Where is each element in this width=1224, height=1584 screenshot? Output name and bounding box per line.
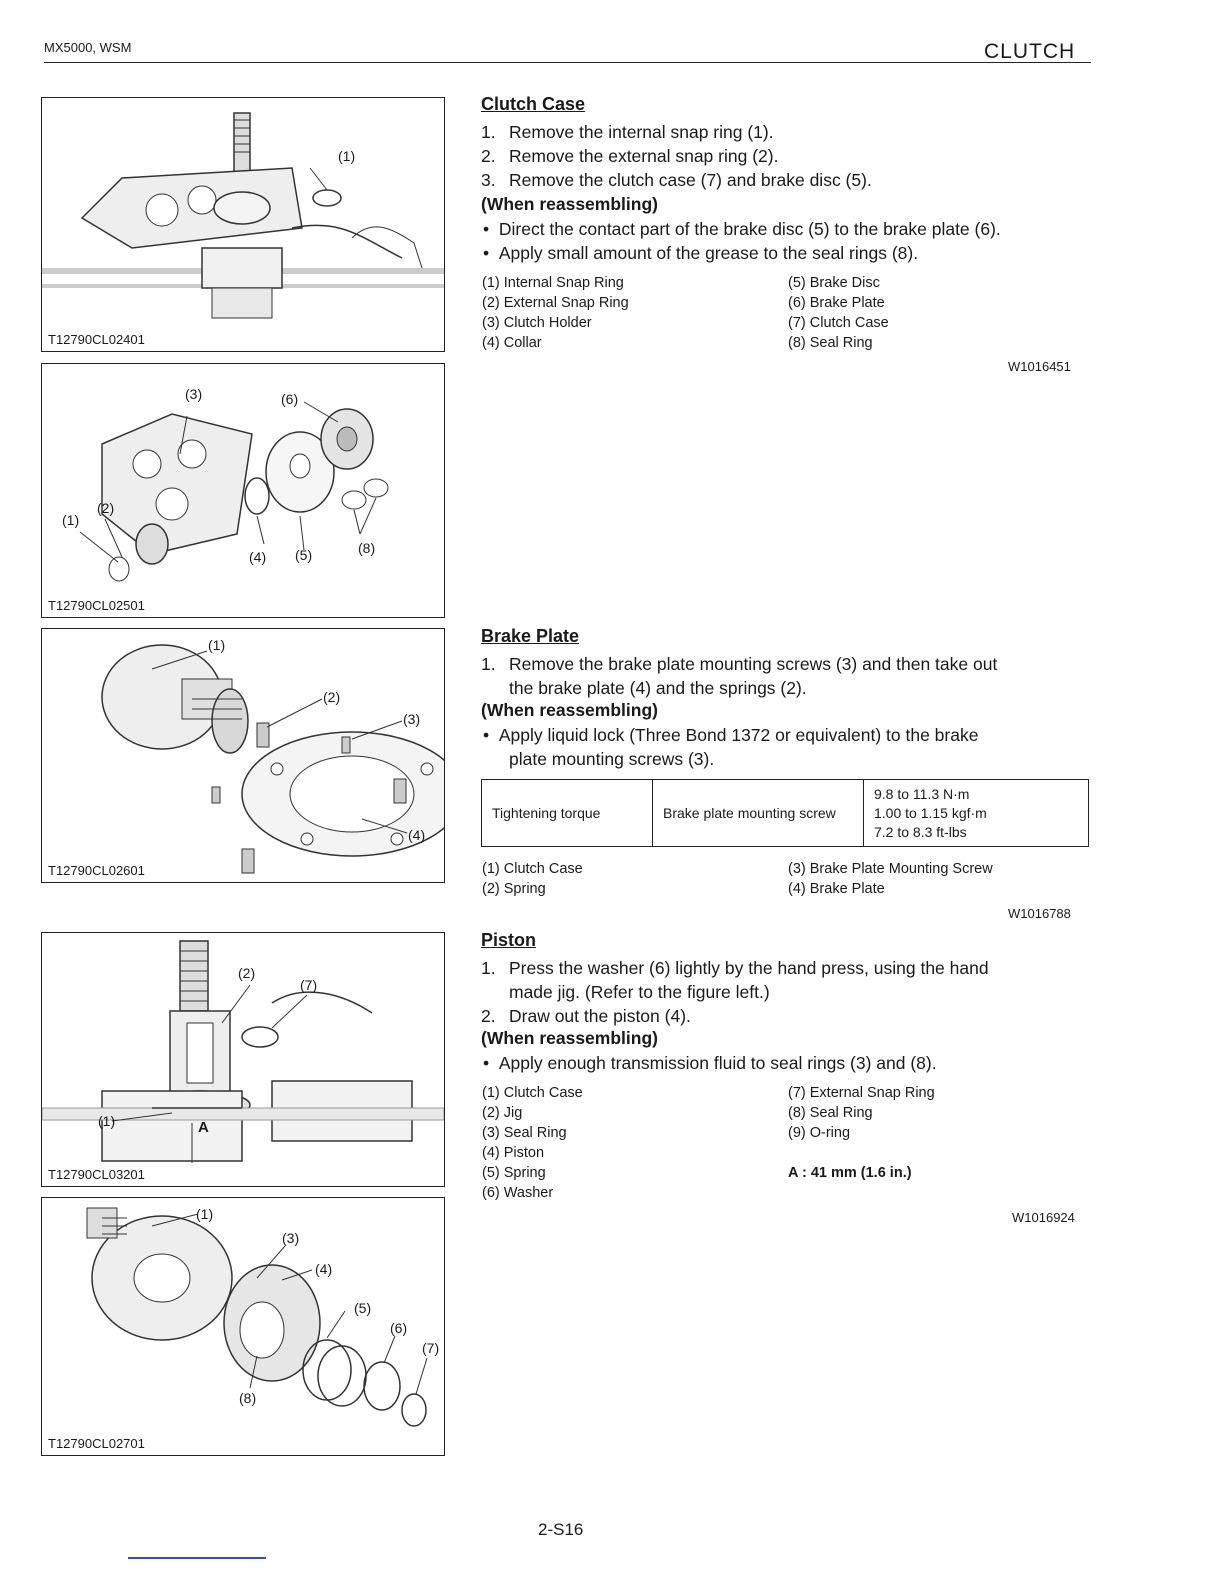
figure-id: T12790CL02501: [48, 598, 145, 613]
brake-plate-step-1: [481, 652, 997, 676]
callout-6: (6): [390, 1320, 408, 1336]
callout-2: (2): [238, 965, 256, 981]
figure-id: T12790CL03201: [48, 1167, 145, 1182]
figure-id: T12790CL02401: [48, 332, 145, 347]
legend-item: (3) Seal Ring: [482, 1125, 567, 1141]
step-text: Remove the external snap ring (2).: [509, 146, 779, 166]
step-number: 3.: [481, 170, 496, 190]
header-divider: [44, 62, 1091, 63]
step-text: Remove the brake plate mounting screws (3) and then take out: [509, 654, 998, 674]
brake-plate-bullet-1: • Apply liquid lock (Three Bond 1372 or equivalent) to the brake: [483, 725, 979, 745]
clutch-case-code: W1016451: [1008, 359, 1071, 374]
figure-piston-exploded: [41, 1197, 445, 1456]
step-number: 1.: [481, 654, 496, 674]
piston-exploded-illustration: [42, 1198, 444, 1455]
callout-8: (8): [239, 1390, 257, 1406]
callout-4: (4): [408, 827, 426, 843]
piston-legend-left: [482, 1083, 583, 1203]
legend-item: (1) Clutch Case: [482, 861, 583, 877]
clutch-case-legend-right: [788, 273, 889, 353]
legend-item: (6) Washer: [482, 1185, 554, 1201]
bullet-icon: •: [483, 243, 499, 263]
page-number: 2-S16: [538, 1520, 584, 1539]
legend-item: (1) Internal Snap Ring: [482, 275, 624, 291]
legend-item: (2) Jig: [482, 1105, 523, 1121]
torque-label: Tightening torque: [482, 780, 653, 847]
piston-code: W1016924: [1012, 1210, 1075, 1225]
callout-4: (4): [249, 549, 267, 565]
brake-plate-illustration: [42, 629, 444, 882]
legend-item: (8) Seal Ring: [788, 1105, 873, 1121]
brake-plate-step-1-continued: the brake plate (4) and the springs (2).: [509, 678, 807, 698]
clutch-case-heading: Clutch Case: [481, 94, 586, 114]
legend-item: (4) Piston: [482, 1145, 545, 1161]
callout-5: (5): [295, 547, 313, 563]
legend-item: (2) Spring: [482, 881, 546, 897]
torque-item: Brake plate mounting screw: [653, 780, 864, 847]
clutch-case-bullet-2: • Apply small amount of the grease to the seal rings (8).: [483, 243, 919, 263]
legend-item: (4) Collar: [482, 335, 542, 351]
clutch-case-step-3: [481, 168, 872, 192]
legend-item: (5) Spring: [482, 1165, 546, 1181]
step-number: 2.: [481, 146, 496, 166]
manual-title: MX5000, WSM: [44, 40, 132, 55]
piston-bullet-1: • Apply enough transmission fluid to seal rings (3) and (8).: [483, 1053, 937, 1073]
step-text: Remove the clutch case (7) and brake disc (5).: [509, 170, 872, 190]
brake-plate-heading: Brake Plate: [481, 626, 580, 646]
step-text: Remove the internal snap ring (1).: [509, 122, 774, 142]
brake-plate-bullet-1-continued: plate mounting screws (3).: [509, 749, 715, 769]
step-text: Press the washer (6) lightly by the hand press, using the hand: [509, 958, 989, 978]
legend-item: (7) External Snap Ring: [788, 1085, 935, 1101]
legend-item: (3) Clutch Holder: [482, 315, 592, 331]
legend-item: (1) Clutch Case: [482, 1085, 583, 1101]
figure-snap-ring-removal: [41, 97, 445, 352]
legend-item: (5) Brake Disc: [788, 275, 880, 291]
torque-value-nm: 9.8 to 11.3 N·m: [874, 785, 970, 802]
callout-3: (3): [185, 386, 203, 402]
torque-values: [864, 780, 1089, 847]
callout-8: (8): [358, 540, 376, 556]
bullet-icon: •: [483, 1053, 499, 1073]
figure-id: T12790CL02701: [48, 1436, 145, 1451]
callout-2: (2): [97, 500, 115, 516]
legend-item: (4) Brake Plate: [788, 881, 885, 897]
figure-clutch-case-exploded: [41, 363, 445, 618]
figure-id: T12790CL02601: [48, 863, 145, 878]
footer-link-underline: [128, 1557, 266, 1559]
clutch-case-legend-left: [482, 273, 629, 353]
callout-5: (5): [354, 1300, 372, 1316]
legend-item: (9) O-ring: [788, 1125, 851, 1141]
callout-1: (1): [98, 1113, 116, 1129]
piston-step-2: [481, 1004, 691, 1028]
step-text: Draw out the piston (4).: [509, 1006, 691, 1026]
callout-3: (3): [403, 711, 421, 727]
step-number: 1.: [481, 958, 496, 978]
piston-heading: Piston: [481, 930, 537, 950]
legend-item: (6) Brake Plate: [788, 295, 885, 311]
callout-7: (7): [300, 977, 318, 993]
callout-3: (3): [282, 1230, 300, 1246]
clutch-case-step-1: [481, 120, 774, 144]
torque-value-kgfm: 1.00 to 1.15 kgf·m: [874, 804, 987, 821]
clutch-case-exploded-illustration: [42, 364, 444, 617]
bullet-icon: •: [483, 725, 499, 745]
dimension-label-a: A: [198, 1119, 209, 1136]
step-number: 2.: [481, 1006, 496, 1026]
piston-step-1: [481, 956, 989, 980]
callout-1: (1): [208, 637, 226, 653]
dimension-a: A : 41 mm (1.6 in.): [788, 1165, 912, 1181]
clutch-case-bullet-1: • Direct the contact part of the brake disc (5) to the brake plate (6).: [483, 219, 1001, 239]
clutch-case-reassembling-label: (When reassembling): [481, 194, 658, 214]
legend-item: (2) External Snap Ring: [482, 295, 629, 311]
piston-reassembling-label: (When reassembling): [481, 1028, 658, 1048]
figure-brake-plate: [41, 628, 445, 883]
torque-table: [481, 779, 1089, 847]
callout-1: (1): [196, 1206, 214, 1222]
callout-6: (6): [281, 391, 299, 407]
clutch-case-step-2: [481, 144, 778, 168]
callout-1: (1): [338, 148, 356, 164]
bullet-icon: •: [483, 219, 499, 239]
torque-value-ftlbs: 7.2 to 8.3 ft-lbs: [874, 823, 967, 840]
brake-plate-legend-right: [788, 859, 993, 899]
snap-ring-removal-illustration: [42, 98, 444, 351]
callout-7: (7): [422, 1340, 440, 1356]
legend-item: (7) Clutch Case: [788, 315, 889, 331]
callout-4: (4): [315, 1261, 333, 1277]
step-number: 1.: [481, 122, 496, 142]
brake-plate-legend-left: [482, 859, 583, 899]
figure-hand-press-jig: [41, 932, 445, 1187]
callout-1: (1): [62, 512, 80, 528]
piston-step-1-continued: made jig. (Refer to the figure left.): [509, 982, 770, 1002]
legend-item: (8) Seal Ring: [788, 335, 873, 351]
legend-item: (3) Brake Plate Mounting Screw: [788, 861, 993, 877]
callout-2: (2): [323, 689, 341, 705]
piston-legend-right: [788, 1083, 935, 1143]
brake-plate-reassembling-label: (When reassembling): [481, 700, 658, 720]
brake-plate-code: W1016788: [1008, 906, 1071, 921]
section-title: CLUTCH: [984, 40, 1076, 63]
